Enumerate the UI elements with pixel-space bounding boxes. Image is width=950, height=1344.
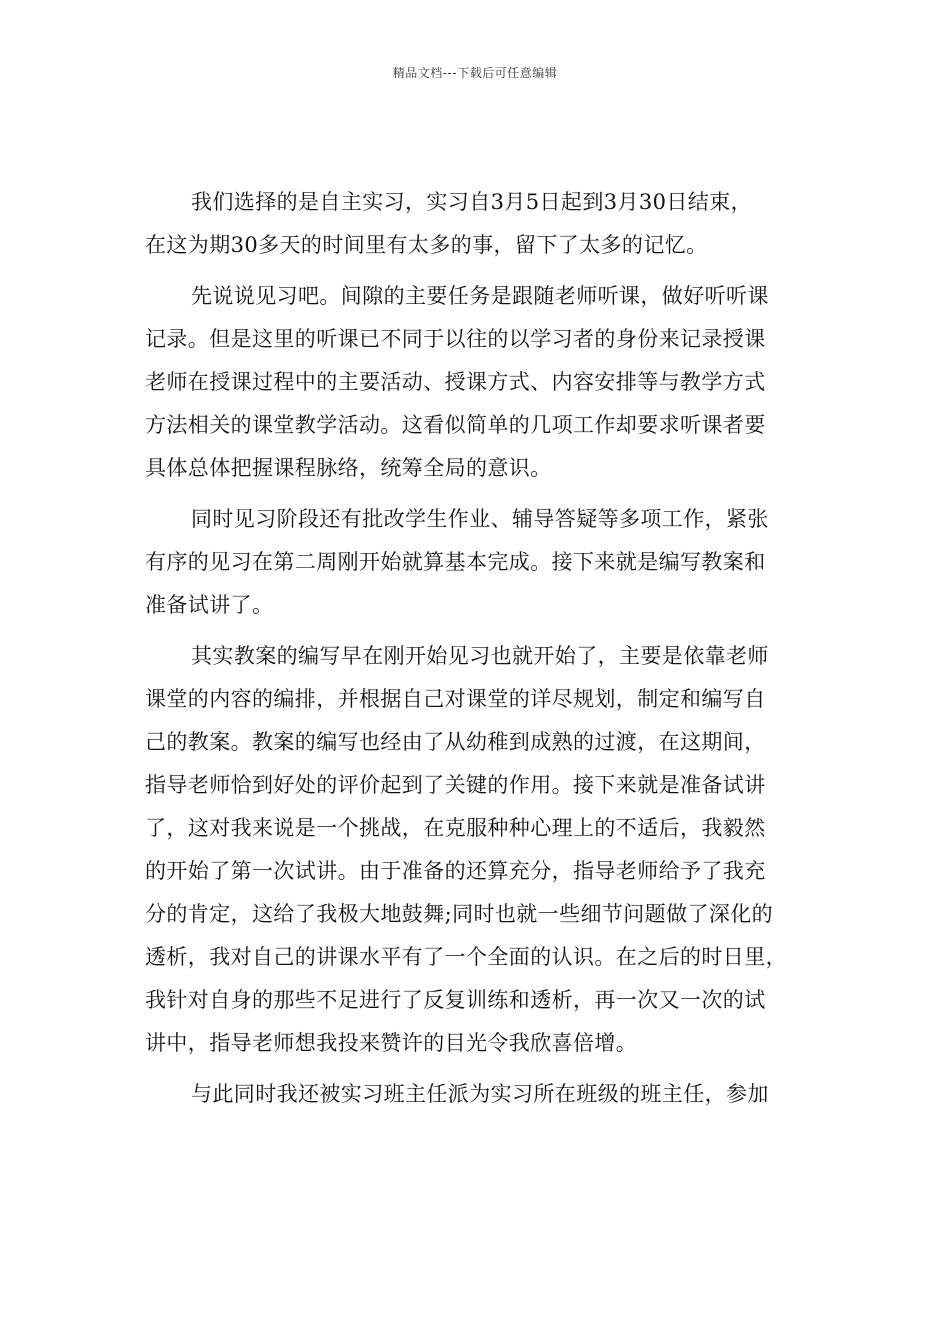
- text-line: 我针对自身的那些不足进行了反复训练和透析，再一次又一次的试: [145, 988, 766, 1012]
- document-body: [145, 181, 815, 1116]
- text-line: 在这为期30多天的时间里有太多的事，留下了太多的记忆。: [145, 233, 708, 257]
- text-line: 方法相关的课堂教学活动。这看似简单的几项工作却要求听课者要: [145, 413, 766, 437]
- text-line: 老师在授课过程中的主要活动、授课方式、内容安排等与教学方式: [145, 370, 766, 394]
- text-line: 指导老师恰到好处的评价起到了关键的作用。接下来就是准备试讲: [145, 773, 766, 797]
- text-line: 了，这对我来说是一个挑战，在克服种种心理上的不适后，我毅然: [145, 816, 766, 840]
- text-line: 的开始了第一次试讲。由于准备的还算充分，指导老师给予了我充: [145, 859, 766, 883]
- text-line: 先说说见习吧。间隙的主要任务是跟随老师听课，做好听听课: [191, 284, 769, 308]
- paragraph-3: [145, 498, 815, 627]
- text-line: 具体总体把握课程脉络，统筹全局的意识。: [145, 456, 552, 480]
- text-line: 己的教案。教案的编写也经由了从幼稚到成熟的过渡，在这期间，: [145, 730, 766, 754]
- text-line: 有序的见习在第二周刚开始就算基本完成。接下来就是编写教案和: [145, 550, 766, 574]
- text-line: 与此同时我还被实习班主任派为实习所在班级的班主任，参加: [191, 1082, 769, 1106]
- text-line: 透析，我对自己的讲课水平有了一个全面的认识。在之后的时日里，: [145, 945, 787, 969]
- paragraph-4: [145, 635, 815, 1065]
- text-line: 课堂的内容的编排，并根据自己对课堂的详尽规划，制定和编写自: [145, 687, 766, 711]
- text-line: 同时见习阶段还有批改学生作业、辅导答疑等多项工作，紧张: [191, 507, 769, 531]
- text-line: 分的肯定，这给了我极大地鼓舞;同时也就一些细节问题做了深化的: [145, 902, 774, 926]
- paragraph-2: [145, 275, 815, 490]
- text-line: 记录。但是这里的听课已不同于以往的以学习者的身份来记录授课: [145, 327, 766, 351]
- text-line: 其实教案的编写早在刚开始见习也就开始了，主要是依靠老师: [191, 644, 769, 668]
- text-line: 我们选择的是自主实习，实习自3月5日起到3月30日结束，: [191, 190, 753, 214]
- paragraph-1: [145, 181, 815, 267]
- page-header: 精品文档---下载后可任意编辑: [392, 66, 558, 80]
- text-line: 讲中，指导老师想我投来赞许的目光令我欣喜倍增。: [145, 1031, 638, 1055]
- text-line: 准备试讲了。: [145, 593, 274, 617]
- paragraph-5: [145, 1073, 815, 1116]
